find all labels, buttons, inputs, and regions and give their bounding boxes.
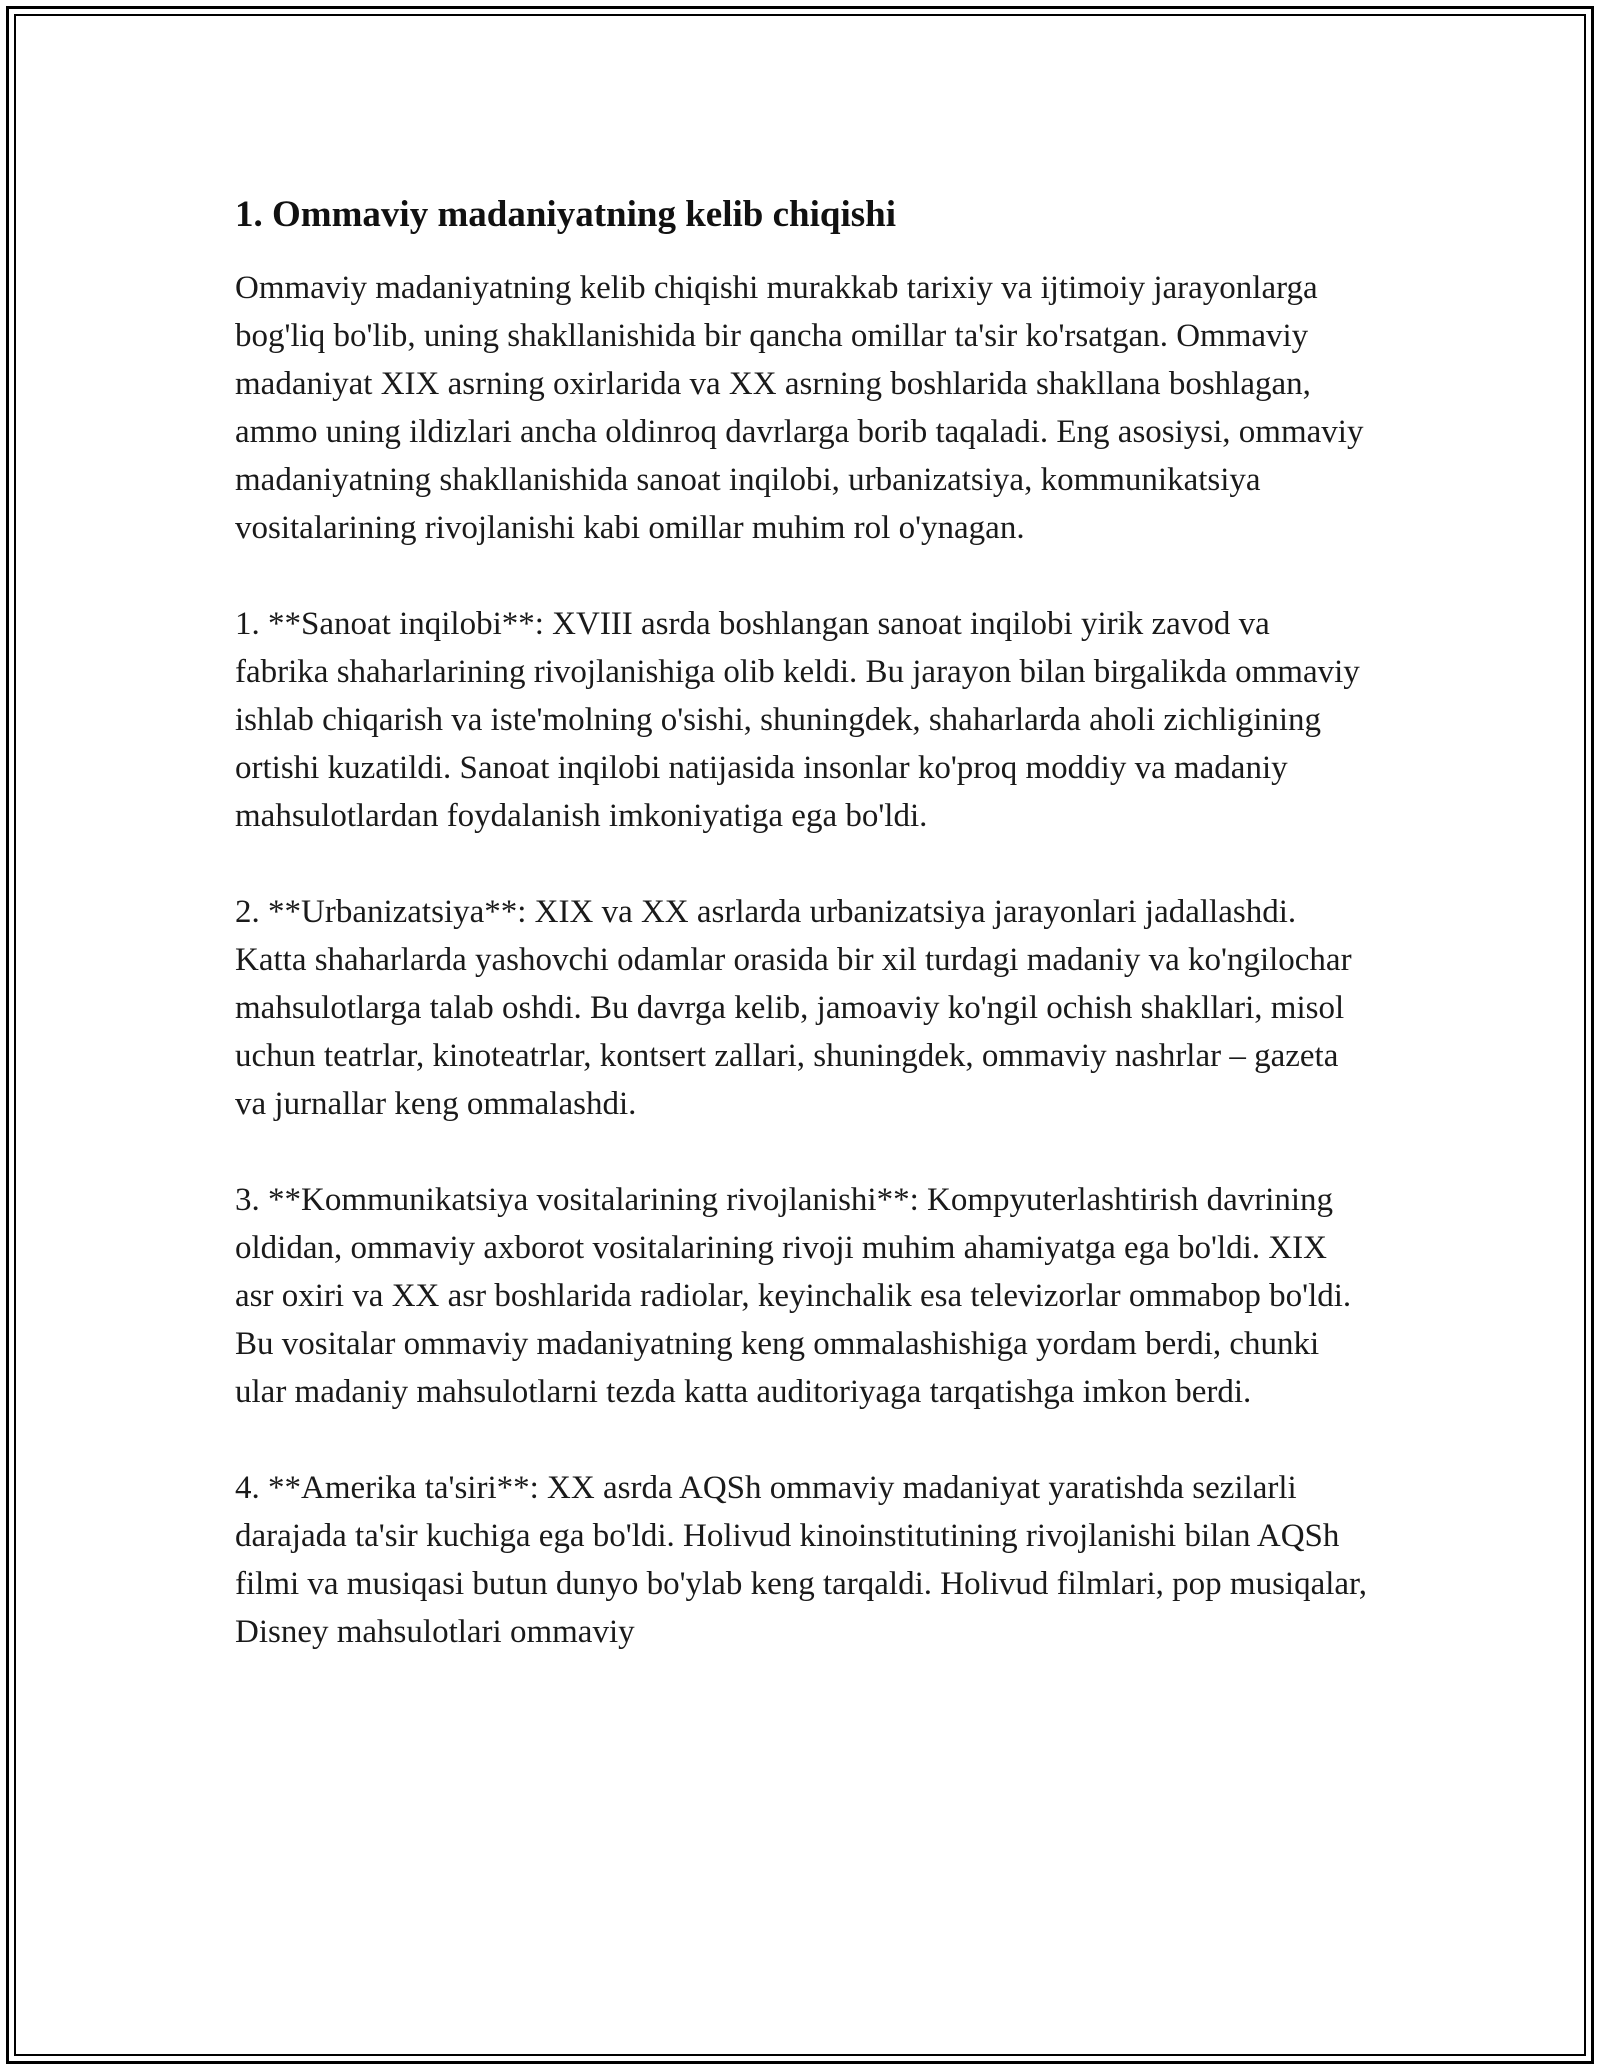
intro-paragraph: Ommaviy madaniyatning kelib chiqishi murakkab tarixiy va ijtimoiy jarayonlarga bog'liq bo'lib, uning shakllanishida bir qancha omillar ta'sir ko'rsatgan. Ommaviy madaniyat XIX asrning oxirlarida va XX asrning boshlarida shakllana boshlagan, ammo uning ildizlari ancha oldinroq davrlarga borib taqaladi. Eng asosiysi, ommaviy madaniyatning shakllanishida sanoat inqilobi, urbanizatsiya, kommunikatsiya vositalarining rivojlanishi kabi omillar muhim rol o'ynagan.: [235, 270, 1364, 546]
paragraph-kommunikatsiya: 3. **Kommunikatsiya vositalarining rivojlanishi**: Kompyuterlashtirish davrining oldidan, ommaviy axborot vositalarining rivoji muhim ahamiyatga ega bo'ldi. XIX asr oxiri va XX asr boshlarida radiolar, keyinchalik esa televizorlar ommabop bo'ldi. Bu vositalar ommaviy madaniyatning keng ommalashishiga yordam berdi, chunki ular madaniy mahsulotlarni tezda katta auditoriyaga tarqatishga imkon berdi.: [235, 1182, 1352, 1410]
paragraph-sanoat-inqilobi: 1. **Sanoat inqilobi**: XVIII asrda boshlangan sanoat inqilobi yirik zavod va fabrika shaharlarining rivojlanishiga olib keldi. Bu jarayon bilan birgalikda ommaviy ishlab chiqarish va iste'molning o'sishi, shuningdek, shaharlarda aholi zichligining ortishi kuzatildi. Sanoat inqilobi natijasida insonlar ko'proq moddiy va madaniy mahsulotlardan foydalanish imkoniyatiga ega bo'ldi.: [235, 606, 1360, 834]
document-body: [235, 186, 1370, 1704]
section-heading: 1. Ommaviy madaniyatning kelib chiqishi: [235, 194, 896, 235]
paragraph-amerika-tasiri: 4. **Amerika ta'siri**: XX asrda AQSh ommaviy madaniyat yaratishda sezilarli darajada ta'sir kuchiga ega bo'ldi. Holivud kinoinstitutining rivojlanishi bilan AQSh filmi va musiqasi butun dunyo bo'ylab keng tarqaldi. Holivud filmlari, pop musiqalar, Disney mahsulotlari ommaviy: [235, 1470, 1367, 1650]
paragraph-urbanizatsiya: 2. **Urbanizatsiya**: XIX va XX asrlarda urbanizatsiya jarayonlari jadallashdi. Katta shaharlarda yashovchi odamlar orasida bir xil turdagi madaniy va ko'ngilochar mahsulotlarga talab oshdi. Bu davrga kelib, jamoaviy ko'ngil ochish shakllari, misol uchun teatrlar, kinoteatrlar, kontsert zallari, shuningdek, ommaviy nashrlar – gazeta va jurnallar keng ommalashdi.: [235, 894, 1352, 1122]
